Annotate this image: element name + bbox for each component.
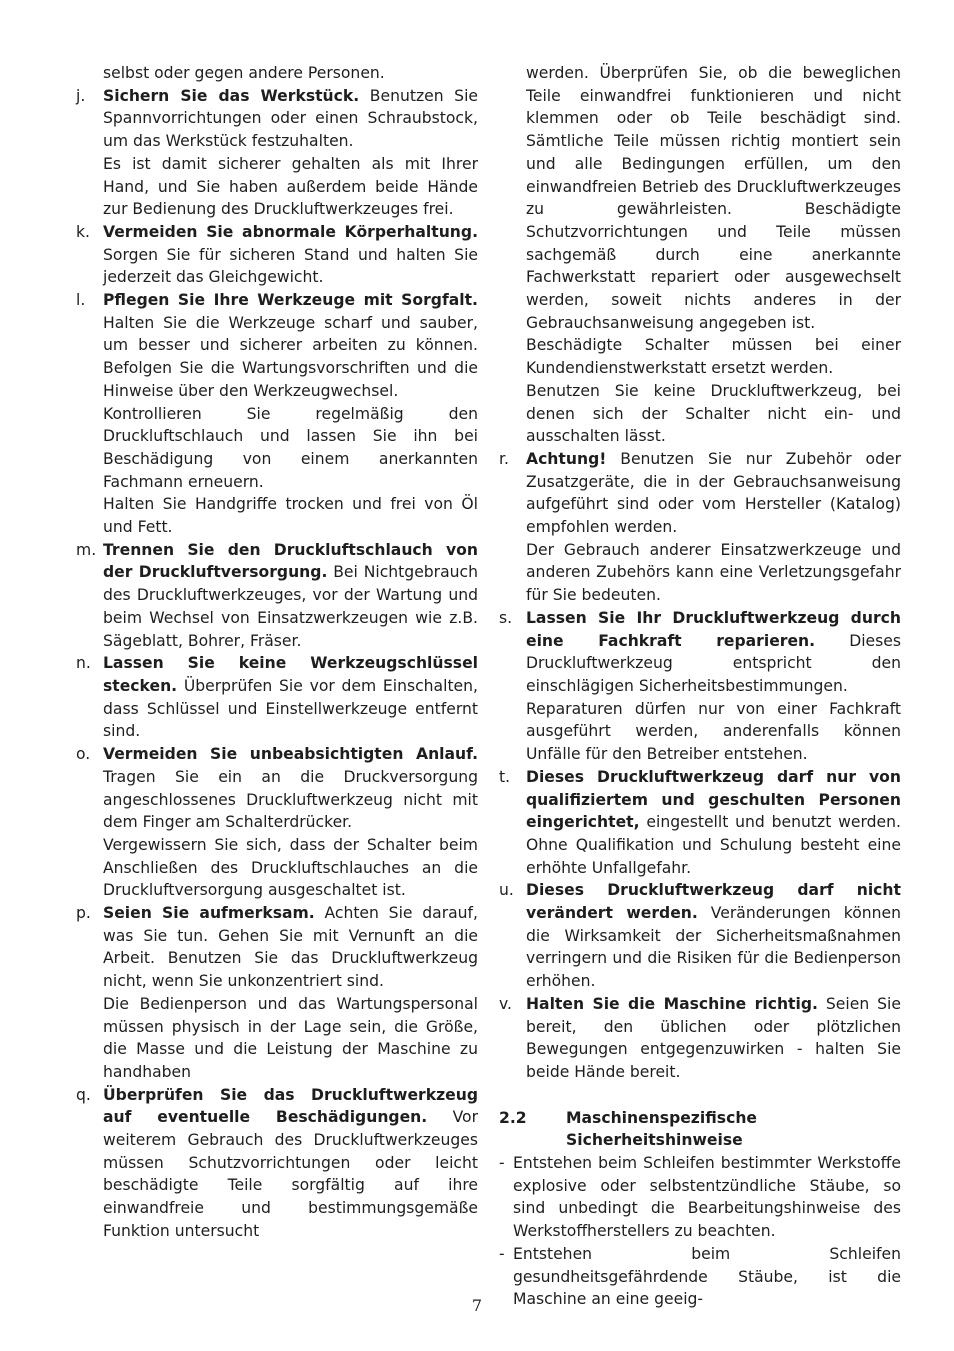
item-label: n. [76, 654, 91, 673]
item-paragraph: Reparaturen dürfen nur von einer Fachkraft ausgeführt werden, anderenfalls können Unfälle für den Betreiber entstehen. [526, 699, 901, 764]
list-item [76, 539, 478, 653]
item-text: Achten Sie darauf, was Sie tun. Gehen Sie mit Vernunft an die Arbeit. Benutzen Sie das Druckluftwerkzeug nicht, wenn Sie unkonzentriert sind. [103, 904, 478, 991]
right-column [499, 62, 901, 1311]
left-column [76, 62, 478, 1243]
paragraph: werden. Überprüfen Sie, ob die beweglichen Teile einwandfrei funktionieren und nicht klemmen oder ob Teile beschädigt sind. Sämtliche Teile müssen richtig montiert sein und alle Bedingungen erfüllen, um den einwandfreien Betrieb des Druckluftwerkzeuges zu gewährleisten. Beschädigte Schutzvorrichtungen und Teile müssen sachgemäß durch eine anerkannte Fachwerkstatt repariert oder ausgewechselt werden, soweit nichts anderes in der Gebrauchsanweisung angegeben ist. [526, 64, 901, 332]
continuation-text [499, 62, 901, 448]
bullet-text: Entstehen beim Schleifen bestimmter Werkstoffe explosive oder selbstentzündliche Stäube, so sind unbedingt die Bearbeitungshinweise des Werkstoffherstellers zu beachten. [513, 1154, 901, 1241]
item-body [103, 652, 478, 743]
item-label: u. [499, 881, 514, 900]
item-heading: Trennen Sie den Druckluftschlauch von der Druckluftversorgung. [103, 540, 478, 582]
item-body [526, 993, 901, 1084]
item-first-paragraph [103, 652, 478, 743]
list-item [499, 448, 901, 607]
item-first-paragraph [103, 743, 478, 834]
item-label: s. [499, 608, 513, 627]
item-heading: Vermeiden Sie unbeabsichtigten Anlauf. [103, 745, 478, 764]
list-item [499, 766, 901, 880]
item-first-paragraph [526, 607, 901, 698]
item-first-paragraph [526, 993, 901, 1084]
item-body [103, 289, 478, 539]
item-body [526, 448, 901, 607]
item-text: Veränderungen können die Wirksamkeit der Sicherheitsmaßnahmen verringern und die Risiken für die Bedienperson erhöhen. [526, 904, 901, 991]
item-heading: Pflegen Sie Ihre Werkzeuge mit Sorgfalt. [103, 291, 478, 310]
item-body [103, 1084, 478, 1243]
item-label: t. [499, 767, 511, 786]
item-list [499, 448, 901, 1084]
item-text: Seien Sie bereit, den üblichen oder plötzlichen Bewegungen entgegenzuwirken - halten Sie beide Hände bereit. [526, 994, 901, 1081]
dash-marker: - [499, 1154, 505, 1173]
item-paragraph: Der Gebrauch anderer Einsatzwerkzeuge und anderen Zubehörs kann eine Verletzungsgefahr für Sie bedeuten. [526, 540, 901, 605]
item-label: v. [499, 994, 512, 1013]
item-text: Halten Sie die Werkzeuge scharf und sauber, um besser und sicherer arbeiten zu können. Befolgen Sie die Wartungsvorschriften und die Hinweise über den Werkzeugwechsel. [103, 313, 478, 400]
item-body [526, 879, 901, 993]
item-first-paragraph [526, 448, 901, 539]
paragraph: Benutzen Sie keine Druckluftwerkzeug, bei denen sich der Schalter nicht ein- und ausschalten lässt. [526, 381, 901, 446]
section-title: Maschinenspezifische Sicherheitshinweise [566, 1108, 757, 1150]
list-item [76, 1084, 478, 1243]
item-label: j. [76, 86, 86, 105]
section-number: 2.2 [499, 1108, 527, 1127]
item-text: Überprüfen Sie vor dem Einschalten, dass Schlüssel und Einstellwerkzeuge entfernt sind. [103, 676, 478, 741]
item-body [103, 743, 478, 902]
list-item [76, 221, 478, 289]
bullet-text: Entstehen beim Schleifen gesundheitsgefährdende Stäube, ist die Maschine an eine geeig- [513, 1244, 901, 1309]
item-body [103, 221, 478, 289]
item-list [76, 85, 478, 1243]
item-first-paragraph [103, 539, 478, 653]
item-first-paragraph [103, 1084, 478, 1243]
item-text: Dieses Druckluftwerkzeug entspricht den einschlägigen Sicherheitsbestimmungen. [526, 631, 901, 695]
item-label: p. [76, 904, 91, 923]
item-paragraph: Kontrollieren Sie regelmäßig den Druckluftschlauch und lassen Sie ihn bei Beschädigung von einem anerkannten Fachmann erneuern. [103, 404, 478, 491]
item-first-paragraph [526, 879, 901, 993]
item-text: Bei Nichtgebrauch des Druckluftwerkzeuges, vor der Wartung und beim Wechsel von Einsatzwerkzeugen wie z.B. Sägeblatt, Bohrer, Fräser. [103, 563, 478, 650]
item-first-paragraph [526, 766, 901, 880]
item-heading: Vermeiden Sie abnormale Körperhaltung. [103, 222, 478, 241]
item-label: q. [76, 1085, 91, 1104]
item-body [103, 539, 478, 653]
continuation-text: selbst oder gegen andere Personen. [103, 64, 385, 82]
item-body [103, 902, 478, 1084]
list-item [499, 879, 901, 993]
item-label: o. [76, 745, 91, 764]
item-text: Sorgen Sie für sicheren Stand und halten Sie jederzeit das Gleichgewicht. [103, 245, 478, 287]
item-label: k. [76, 222, 90, 241]
item-paragraph: Halten Sie Handgriffe trocken und frei von Öl und Fett. [103, 495, 478, 537]
item-heading: Lassen Sie Ihr Druckluftwerkzeug durch eine Fachkraft reparieren. [526, 608, 901, 650]
item-text: eingestellt und benutzt werden. Ohne Qualifikation und Schulung besteht eine erhöhte Unfallgefahr. [526, 813, 901, 877]
item-heading: Halten Sie die Maschine richtig. [526, 994, 818, 1013]
item-heading: Achtung! [526, 449, 607, 468]
item-label: l. [76, 291, 86, 310]
item-body [103, 85, 478, 221]
item-label: m. [76, 540, 97, 559]
item-first-paragraph [103, 289, 478, 403]
item-first-paragraph [103, 221, 478, 289]
dash-marker: - [499, 1244, 505, 1263]
item-body [526, 607, 901, 766]
item-paragraph: Vergewissern Sie sich, dass der Schalter beim Anschließen des Druckluftschlauches an die Druckluftversorgung ausgeschaltet ist. [103, 835, 478, 900]
item-label: r. [499, 449, 509, 468]
paragraph: Beschädigte Schalter müssen bei einer Kundendienstwerkstatt ersetzt werden. [526, 336, 901, 378]
item-heading: Seien Sie aufmerksam. [103, 904, 315, 923]
item-text: Vor weiterem Gebrauch des Druckluftwerkzeuges müssen Schutzvorrichtungen oder leicht beschädigte Teile sorgfältig auf ihre einwandfreie und bestimmungsgemäße Funktion untersucht [103, 1108, 478, 1240]
item-paragraph: Die Bedienperson und das Wartungspersonal müssen physisch in der Lage sein, die Größe, die Masse und die Leistung der Maschine zu handhaben [103, 994, 478, 1081]
list-item [76, 289, 478, 539]
list-item [499, 993, 901, 1084]
list-item [76, 85, 478, 221]
item-text: Tragen Sie ein an die Druckversorgung angeschlossenes Druckluftwerkzeug nicht mit dem Finger am Schalterdrücker. [103, 767, 478, 832]
item-heading: Lassen Sie keine Werkzeugschlüssel stecken. [103, 654, 478, 695]
bullet-list [499, 1152, 901, 1311]
page-number: 7 [471, 1296, 483, 1315]
item-first-paragraph [103, 902, 478, 993]
bullet-item [499, 1152, 901, 1243]
item-heading: Dieses Druckluftwerkzeug darf nur von qualifiziertem und geschulten Personen eingerichtet, [526, 767, 901, 832]
section-heading [499, 1107, 901, 1152]
list-item [76, 743, 478, 902]
item-paragraph: Es ist damit sicherer gehalten als mit Ihrer Hand, und Sie haben außerdem beide Hände zur Bedienung des Druckluftwerkzeuges frei. [103, 154, 478, 219]
item-heading: Sichern Sie das Werkstück. [103, 86, 360, 105]
list-item [499, 607, 901, 766]
list-item [76, 652, 478, 743]
item-first-paragraph [103, 85, 478, 153]
list-item [76, 902, 478, 1084]
item-body [526, 766, 901, 880]
item-text: Benutzen Sie Spannvorrichtungen oder einen Schraubstock, um das Werkstück festzuhalten. [103, 86, 479, 151]
item-heading: Dieses Druckluftwerkzeug darf nicht verändert werden. [526, 881, 901, 923]
item-heading: Überprüfen Sie das Druckluftwerkzeug auf eventuelle Beschädigungen. [103, 1085, 478, 1127]
item-text: Benutzen Sie nur Zubehör oder Zusatzgeräte, die in der Gebrauchsanweisung aufgeführt sind oder vom Hersteller (Katalog) empfohlen werden. [526, 449, 901, 537]
